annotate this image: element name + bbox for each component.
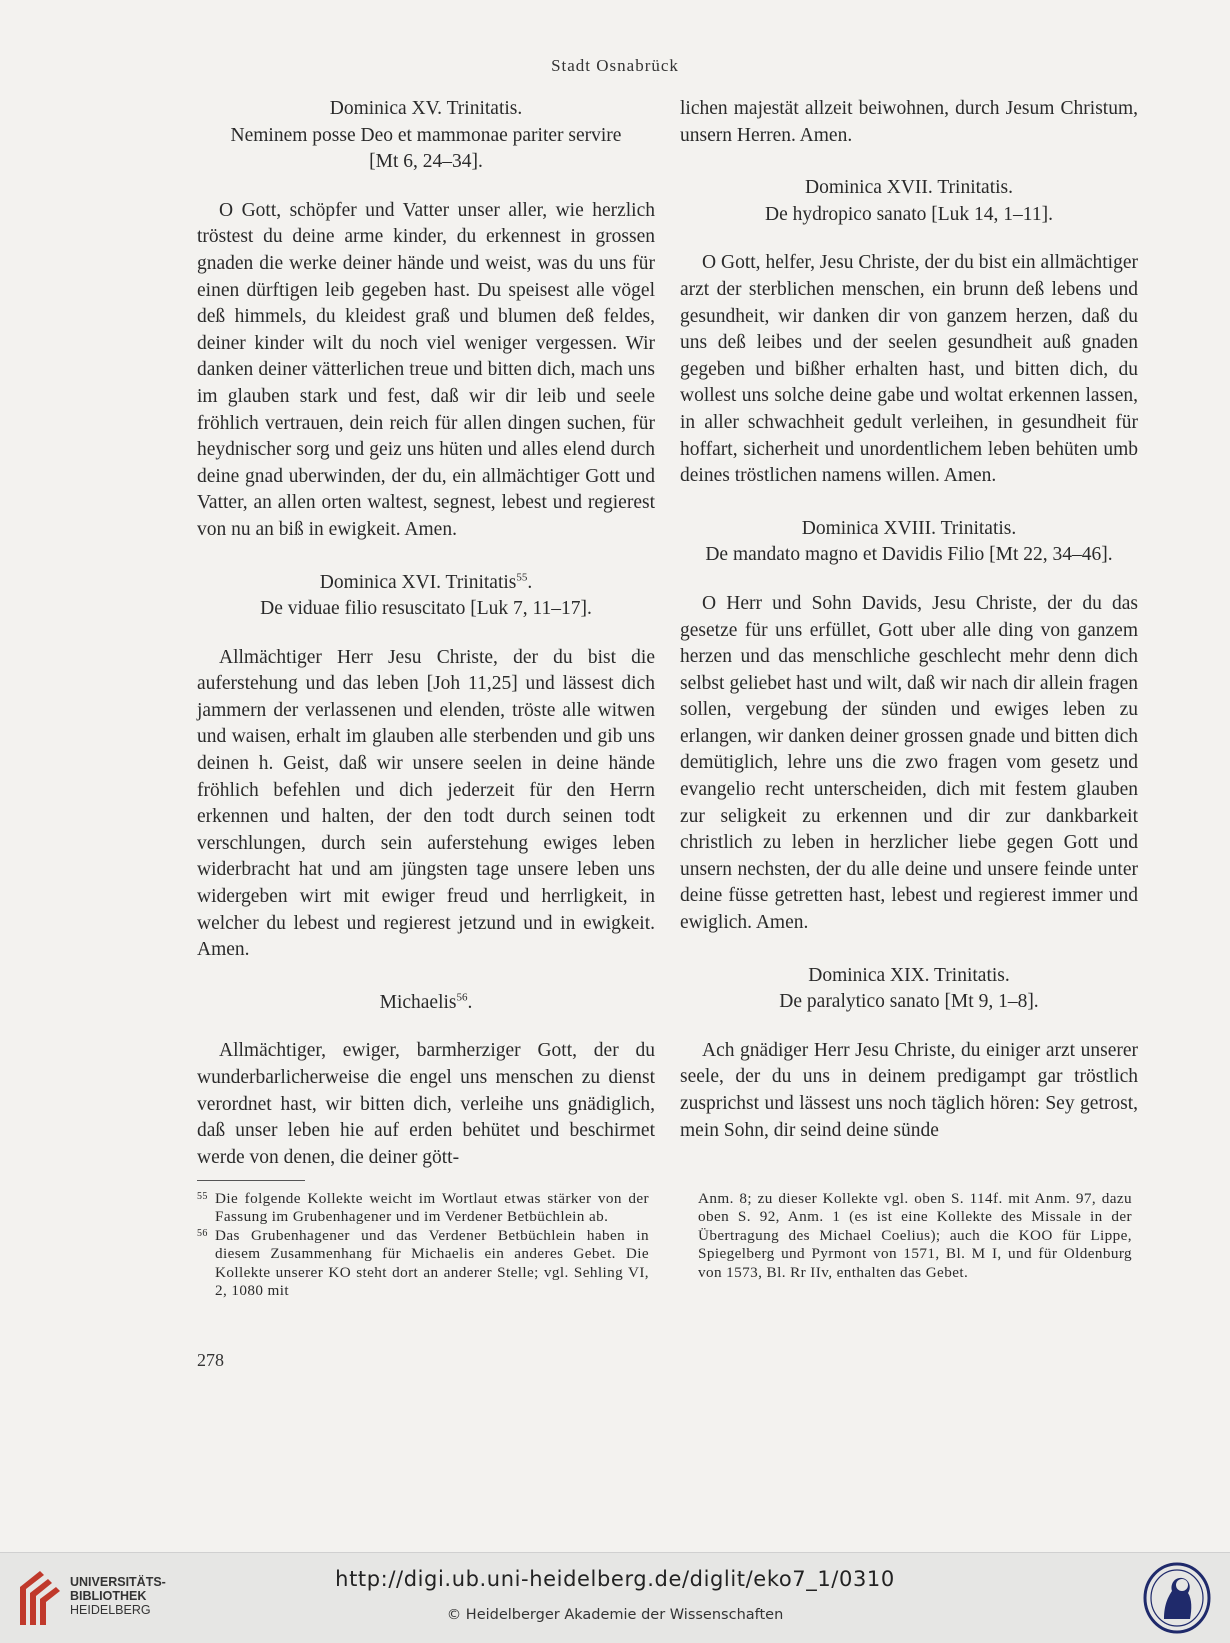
heading-dominica-xvi-text: Dominica XVI. Trinitatis [319,571,517,593]
footnote-ref-55[interactable]: 55 [516,571,528,583]
prayer-paragraph-xviii: O Herr und Sohn Davids, Jesu Christe, der du das gesetze für uns erfüllet, Gott uber alle ding von ganzem herzen und das menschliche geschlecht mehr denn dich selbst geliebet hast und wilt, daß wir nach dir allein fragen sollen, vergebung der sünden und ewiges leben zu erlangen, wir danken deiner grossen gnade und bitten dich demütiglich, lehre uns die zwo fragen vom gesetz und evangelio recht unterscheiden, dich mit festem glauben zur seligkeit zu erkennen und dir zur dankbarkeit christlich zu leben in herzlicher liebe gegen Gott und unsern nechsten, der du alle deine und unsere feinde unter deine füsse getretten hast, lebest und regierest immer und ewiglich. Amen. [680,592,1138,934]
right-column [680,96,1138,1144]
footnote-text-56: Das Grubenhagener und das Verdener Betbüchlein haben in diesem Zusammenhang für Michaelis ein anderes Gebet. Die Kollekte unserer KO steht dort an anderer Stelle; vgl. Sehling VI, 2, 1080 mit [215,1226,649,1300]
prayer-paragraph-xv: O Gott, schöpfer und Vatter unser aller, wie herzlich tröstest du deine arme kinder, du erkennest in grossen gnaden die werke deiner hände und weist, was du uns für einen dürftigen leib gegeben hast. Du speisest alle vögel deß himmels, du kleidest graß und blumen deß feldes, deiner kinder wilt du noch viel weniger vergessen. Wir danken deiner vätterlichen treue und bitten dich, mach uns im glauben stark und fest, daß wir dir leib und seele fröhlich vertrauen, dein reich für allen dingen suchen, für heydnischer sorg und geiz uns hüten und alles elend durch deine gnad uberwinden, der du, ein allmächtiger Gott und Vatter, an allen orten waltest, segnest, lebest und regierest von nu an biß in ewigkeit. Amen. [197,199,655,540]
heading-dominica-xv-subtitle: Neminem posse Deo et mammonae pariter servire [230,124,622,146]
prayer-paragraph-xix: Ach gnädiger Herr Jesu Christe, du einiger arzt unserer seele, der du uns in deinem predigampt gar tröstlich zusprichst und lässest uns noch täglich hören: Sey getrost, mein Sohn, dir seind deine sünde [680,1039,1138,1141]
heading-dominica-xviii-subtitle: De mandato magno et Davidis Filio [Mt 22, 34–46]. [705,544,1113,566]
heading-michaelis-period: . [467,991,473,1013]
academy-seal-icon [1142,1561,1212,1635]
left-column [197,96,655,1171]
heading-dominica-xv: Dominica XV. Trinitatis. [329,98,523,119]
heading-michaelis-text: Michaelis [379,991,457,1013]
heading-dominica-xvii-subtitle: De hydropico sanato [Luk 14, 1–11]. [765,203,1053,225]
page-number: 278 [197,1350,224,1370]
copyright-notice: © Heidelberger Akademie der Wissenschaften [446,1607,784,1623]
heading-michaelis [197,990,655,1017]
permalink-url[interactable]: http://digi.ub.uni-heidelberg.de/diglit/eko7_1/0310 [335,1567,895,1591]
prayer-paragraph-xvii: O Gott, helfer, Jesu Christe, der du bist ein allmächtiger arzt der sterblichen menschen, ein brunn deß lebens und gesundheit, wir danken dir von ganzem herzen, daß du uns deß leibes und der seelen gesundheit auß gnaden gegeben und bißher erhalten hast, und bitten dich, du wollest uns solche deine gabe und woltat erkennen lassen, in aller schwachheit gedult verleihen, in gesundheit für hoffart, sicherheit und unordentlichem leben behüten umb deines tröstlichen namens willen. Amen. [680,252,1138,487]
footnote-number-56: 56 [197,1227,208,1239]
footnote-number-55: 55 [197,1191,208,1202]
heading-dominica-xvi-period: . [527,571,533,593]
heading-dominica-xviii: Dominica XVIII. Trinitatis. [801,517,1017,539]
logo-line-1: UNIVERSITÄTS- [70,1575,166,1589]
logo-line-2: BIBLIOTHEK [70,1589,147,1603]
logo-line-3: HEIDELBERG [70,1603,151,1617]
heading-dominica-xvii: Dominica XVII. Trinitatis. [805,177,1013,199]
heading-dominica-xvi [197,570,655,597]
footnote-56-continued: Anm. 8; zu dieser Kollekte vgl. oben S. 114f. mit Anm. 97, dazu oben S. 92, Anm. 1 (es ist eine Kollekte des Missale in der Übertragung des Michael Coelius); auch die KOO für Lippe, Spiegelberg und Pyrmont von 1571, Bl. M I, und für Oldenburg von 1573, Bl. Rr IIv, enthalten das Gebet. [698,1190,1132,1281]
viewer-footer [0,1552,1230,1643]
footnote-text-55: Die folgende Kollekte weicht im Wortlaut etwas stärker von der Fassung im Grubenhagener und im Verdener Betbüchlein ab. [215,1190,649,1226]
footnotes-right [680,1190,1132,1282]
footnote-ref-56[interactable]: 56 [456,991,468,1004]
heading-dominica-xv-reference: [Mt 6, 24–34]. [369,151,483,173]
prayer-paragraph-michaelis: Allmächtiger, ewiger, barmherziger Gott, der du wunderbarlicherweise die engel uns menschen zu dienst verordnet hast, wir bitten dich, verleihe uns gnädiglich, daß unser leben hie auf erden behütet und beschirmet werde von denen, die deiner gött- [197,1040,655,1168]
heading-dominica-xix: Dominica XIX. Trinitatis. [808,964,1010,986]
running-head: Stadt Osnabrück [551,56,679,75]
prayer-paragraph-michaelis-continued: lichen majestät allzeit beiwohnen, durch Jesum Christum, unsern Herren. Amen. [680,98,1138,146]
heading-dominica-xix-subtitle: De paralytico sanato [Mt 9, 1–8]. [779,991,1039,1013]
footnotes-left [197,1190,649,1300]
prayer-paragraph-xvi: Allmächtiger Herr Jesu Christe, der du bist die auferstehung und das leben [Joh 11,25] und lässest dich jammern der verlassenen und elenden, tröste alle witwen und waisen, erhalt im glauben alle sterbenden und gib uns deinen h. Geist, daß wir unsere seelen in deine hände fröhlich befehlen und dich jederzeit für den Herrn erkennen und halten, der den todt durch seinen todt verschlungen, durch sein auferstehung ewiges leben widerbracht hat und am jüngsten tage unsere leben uns widergeben wirt mit ewiger freud und herrligkeit, in welcher du lebest und regierest jetzund und in ewigkeit. Amen. [197,646,655,961]
footnote-56 [197,1227,649,1301]
footnote-divider [197,1180,305,1181]
footnote-55 [197,1190,649,1227]
heading-dominica-xvi-subtitle: De viduae filio resuscitato [Luk 7, 11–17]. [260,598,592,620]
